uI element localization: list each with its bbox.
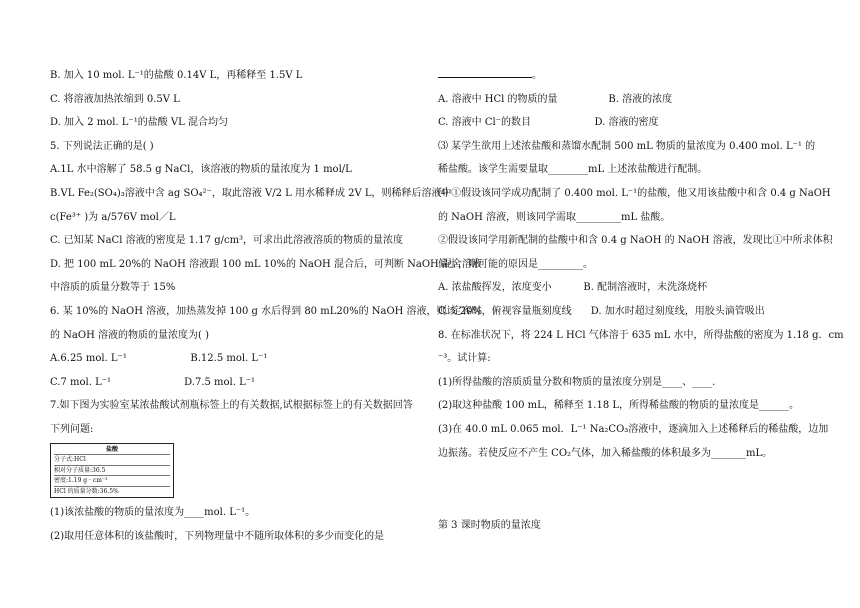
- reagent-label-density: 密度:1.19 g · cm⁻³: [54, 475, 170, 486]
- question-5-option-c: C. 已知某 NaCl 溶液的密度是 1.17 g/cm³，可求出此溶液溶质的物质的量浓度: [50, 235, 404, 247]
- question-6-options-ab: A.6.25 mol. L⁻¹ B.12.5 mol. L⁻¹: [50, 353, 268, 365]
- question-6-stem: 6. 某 10%的 NaOH 溶液，加热蒸发掉 100 g 水后得到 80 mL20%的 NaOH 溶液，则该 20%: [50, 305, 482, 317]
- question-8-stem: 8. 在标准状况下，将 224 L HCl 气体溶于 635 mL 水中，所得盐酸的密度为 1.18 g．cm: [438, 329, 844, 341]
- section-title: 第 3 课时物质的量浓度: [438, 520, 541, 531]
- part-4-options-ab: A. 浓盐酸挥发，浓度变小 B. 配制溶液时，未洗涤烧杯: [438, 282, 708, 294]
- question-7-stem: 7.如下图为实验室某浓盐酸试剂瓶标签上的有关数据,试根据标签上的有关数据回答: [50, 400, 413, 412]
- question-7-stem-cont: 下列问题:: [50, 423, 94, 435]
- part-4-options-cd: C. 定容时，俯视容量瓶刻度线 D. 加水时超过刻度线，用胶头滴管吸出: [438, 305, 765, 317]
- part-2-options-cd: C. 溶液中 Cl⁻的数目 D. 溶液的密度: [438, 117, 659, 129]
- question-8-part-1: (1)所得盐酸的溶质质量分数和物质的量浓度分别是____、____.: [438, 376, 716, 388]
- question-7-part-4-cont: 的 NaOH 溶液，则该同学需取_________mL 盐酸。: [438, 211, 671, 223]
- question-8-part-3-cont: 边振荡。若使反应不产生 CO₂气体，加入稀盐酸的体积最多为_______mL。: [438, 447, 773, 459]
- question-5-stem: 5. 下列说法正确的是( ): [50, 140, 154, 152]
- question-7-part-4-sub2: ②假设该同学用新配制的盐酸中和含 0.4 g NaOH 的 NaOH 溶液，发现比①中所求体积: [438, 235, 833, 247]
- answer-blank-line: [438, 64, 821, 88]
- question-7-part-2: (2)取用任意体积的该盐酸时，下列物理量中不随所取体积的多少而变化的是: [50, 530, 385, 542]
- question-8-part-3: (3)在 40.0 mL 0.065 mol．L⁻¹ Na₂CO₃溶液中，逐滴加入上述稀释后的稀盐酸，边加: [438, 423, 829, 435]
- question-8-part-2: (2)取这种盐酸 100 mL，稀释至 1.18 L，所得稀盐酸的物质的量浓度是______。: [438, 400, 799, 412]
- question-5-option-d-cont: 中溶质的质量分数等于 15%: [50, 282, 176, 294]
- reagent-label-formula: 分子式:HCl: [54, 454, 170, 465]
- question-5-option-b: B.VL Fe₂(SO₄)₃溶液中含 ag SO₄²⁻，取此溶液 V/2 L 用水稀释成 2V L，则稀释后溶液中: [50, 187, 452, 199]
- answer-blank: [438, 66, 532, 78]
- reagent-label: [50, 443, 174, 499]
- option-d-line: D. 加入 2 mol. L⁻¹的盐酸 VL 混合均匀: [50, 117, 228, 129]
- question-7-part-3: ⑶ 某学生欲用上述浓盐酸和蒸馏水配制 500 mL 物质的量浓度为 0.400 mol. L⁻¹ 的: [438, 140, 816, 152]
- reagent-label-fraction: HCl 的质量分数:36.5%: [54, 486, 170, 497]
- question-7-part-4-sub2-cont: 偏小，则可能的原因是_________。: [438, 258, 593, 270]
- answer-blank-period: 。: [532, 70, 542, 81]
- option-b-line: B. 加入 10 mol. L⁻¹的盐酸 0.14V L，再稀释至 1.5V L: [50, 70, 303, 81]
- question-5-option-b-cont: c(Fe³⁺ )为 a/576V mol／L: [50, 211, 176, 223]
- question-6-stem-cont: 的 NaOH 溶液的物质的量浓度为( ): [50, 329, 209, 341]
- option-c-line: C. 将溶液加热浓缩到 0.5V L: [50, 93, 180, 105]
- question-7-part-1: (1)该浓盐酸的物质的量浓度为____mol. L⁻¹。: [50, 507, 256, 518]
- question-5-option-a: A.1L 水中溶解了 58.5 g NaCl，该溶液的物质的量浓度为 1 mol/L: [50, 164, 352, 176]
- reagent-label-title: 盐酸: [105, 445, 118, 453]
- right-column: [438, 64, 844, 465]
- reagent-label-mass: 相对分子质量:36.5: [54, 465, 170, 476]
- question-7-part-3-cont: 稀盐酸。该学生需要量取________mL 上述浓盐酸进行配制。: [438, 164, 708, 176]
- question-8-stem-cont: ⁻³。试计算:: [438, 353, 491, 365]
- part-2-options-ab: A. 溶液中 HCl 的物质的量 B. 溶液的浓度: [438, 93, 673, 105]
- question-5-option-d: D. 把 100 mL 20%的 NaOH 溶液跟 100 mL 10%的 NaOH 混合后，可判断 NaOH 混合溶液: [50, 258, 482, 270]
- question-7-part-4: ⑷ ①假设该同学成功配制了 0.400 mol. L⁻¹的盐酸，他又用该盐酸中和含 0.4 g NaOH: [438, 187, 831, 199]
- question-6-options-cd: C.7 mol. L⁻¹ D.7.5 mol. L⁻¹: [50, 376, 256, 388]
